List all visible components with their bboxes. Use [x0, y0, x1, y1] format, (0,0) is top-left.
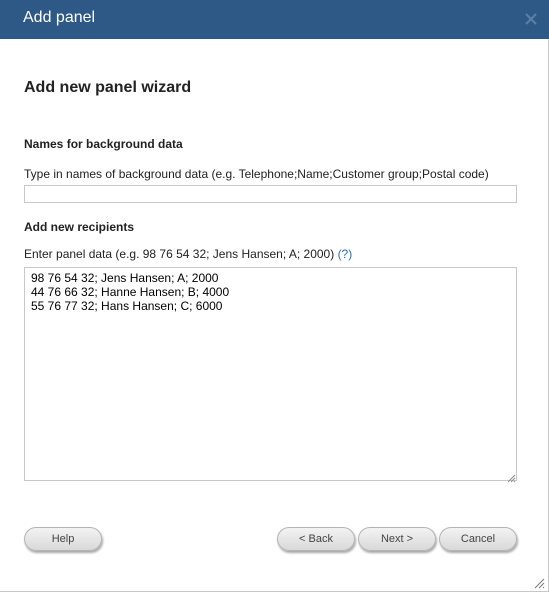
- next-button[interactable]: Next >: [358, 527, 436, 551]
- background-data-instruction: Type in names of background data (e.g. Telephone;Name;Customer group;Postal code): [24, 167, 489, 181]
- panel-data-instruction: [24, 247, 352, 261]
- background-data-heading: Names for background data: [24, 137, 183, 151]
- background-data-input[interactable]: [24, 185, 517, 203]
- help-button[interactable]: Help: [24, 527, 102, 551]
- back-button[interactable]: < Back: [277, 527, 355, 551]
- close-icon[interactable]: [521, 9, 541, 29]
- textarea-resize-icon[interactable]: [506, 470, 516, 480]
- dialog-resize-icon[interactable]: [533, 576, 545, 588]
- panel-data-textarea[interactable]: [24, 267, 517, 481]
- cancel-button[interactable]: Cancel: [439, 527, 517, 551]
- recipients-heading: Add new recipients: [24, 220, 135, 234]
- dialog-titlebar[interactable]: [0, 0, 549, 39]
- dialog-title: Add panel: [23, 9, 96, 26]
- panel-data-help-link[interactable]: (?): [337, 247, 353, 261]
- panel-data-instruction-text: Enter panel data (e.g. 98 76 54 32; Jens Hansen; A; 2000): [24, 247, 335, 261]
- wizard-title: Add new panel wizard: [24, 79, 192, 96]
